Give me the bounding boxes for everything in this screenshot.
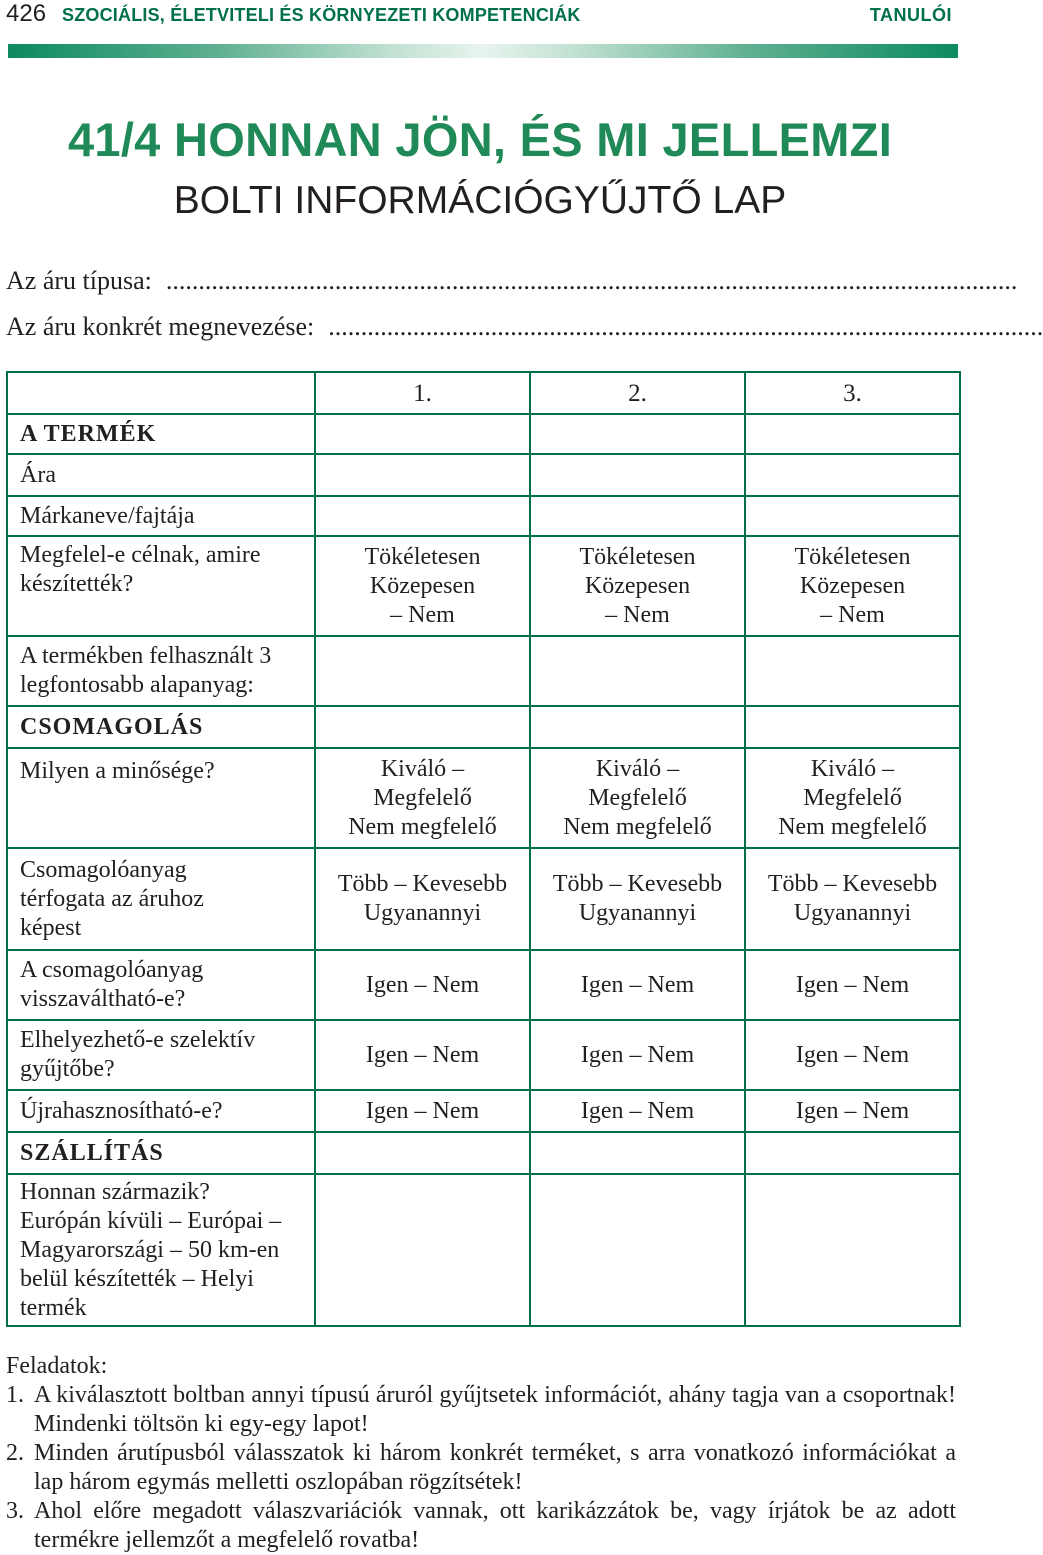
table-row: [7, 372, 960, 414]
brand-cell-2[interactable]: [530, 496, 745, 536]
table-row: [7, 1132, 960, 1174]
header-blank-cell: [7, 372, 315, 414]
table-row: [7, 496, 960, 536]
transport-cell-2[interactable]: [530, 1132, 745, 1174]
option-perfect[interactable]: Tökéletesen: [794, 543, 911, 570]
ingredients-label-line: legfontosabb alapanyag:: [20, 672, 254, 698]
ingredients-cell-1[interactable]: [315, 636, 530, 706]
product-type-field[interactable]: [6, 264, 1018, 298]
column-header-3: 3.: [745, 372, 960, 414]
product-cell-3[interactable]: [745, 414, 960, 454]
product-name-label: Az áru konkrét megnevezése:: [6, 312, 315, 341]
option-more-less[interactable]: Több – Kevesebb: [767, 871, 938, 897]
option-adequate[interactable]: Megfelelő: [803, 784, 902, 811]
ingredients-label: [7, 636, 315, 706]
reusable-option-2[interactable]: Igen – Nem: [530, 1090, 745, 1132]
price-cell-2[interactable]: [530, 454, 745, 496]
option-adequate[interactable]: Megfelelő: [588, 784, 687, 811]
transport-cell-3[interactable]: [745, 1132, 960, 1174]
returnable-option-2[interactable]: Igen – Nem: [530, 950, 745, 1020]
running-title: SZOCIÁLIS, ÉLETVITELI ÉS KÖRNYEZETI KOMPETENCIÁK: [62, 5, 581, 25]
task-number: 1.: [6, 1382, 24, 1408]
origin-cell-2[interactable]: [530, 1174, 745, 1326]
origin-label-line: Magyarországi – 50 km-en: [20, 1236, 280, 1263]
option-no[interactable]: – Nem: [820, 601, 885, 628]
tasks-title: Feladatok:: [6, 1353, 108, 1379]
section-packaging: CSOMAGOLÁS: [7, 706, 315, 748]
product-cell-2[interactable]: [530, 414, 745, 454]
table-row: [7, 1090, 960, 1132]
returnable-option-1[interactable]: Igen – Nem: [315, 950, 530, 1020]
option-inadequate[interactable]: Nem megfelelő: [563, 813, 712, 840]
selective-label: [7, 1020, 315, 1090]
table-row: [7, 536, 960, 636]
reusable-label: Újrahasznosítható-e?: [7, 1090, 315, 1132]
quality-options-1[interactable]: [315, 748, 530, 848]
product-name-dots[interactable]: ..............................................................................................................: [328, 312, 1043, 341]
tasks-section: [6, 1352, 956, 1555]
table-row: [7, 454, 960, 496]
task-number: 3.: [6, 1498, 24, 1524]
task-text: Ahol előre megadott válaszvariációk vannak, ott karikázzátok be, vagy írjátok be az adott termékre jellemzőt a megfelelő rovatba!: [34, 1498, 956, 1553]
option-no[interactable]: – Nem: [605, 601, 670, 628]
reusable-option-1[interactable]: Igen – Nem: [315, 1090, 530, 1132]
option-no[interactable]: – Nem: [390, 601, 455, 628]
selective-label-line: Elhelyezhető-e szelektív: [20, 1027, 256, 1053]
returnable-option-3[interactable]: Igen – Nem: [745, 950, 960, 1020]
option-excellent[interactable]: Kiváló –: [810, 755, 895, 782]
quality-options-2[interactable]: [530, 748, 745, 848]
product-cell-1[interactable]: [315, 414, 530, 454]
ingredients-label-line: A termékben felhasznált 3: [20, 643, 272, 669]
purpose-options-1[interactable]: [315, 536, 530, 636]
option-medium[interactable]: Közepesen: [584, 572, 691, 599]
page-title: 41/4 HONNAN JÖN, ÉS MI JELLEMZI: [67, 113, 893, 166]
selective-option-3[interactable]: Igen – Nem: [745, 1020, 960, 1090]
volume-options-3[interactable]: [745, 848, 960, 950]
section-product: A TERMÉK: [7, 414, 315, 454]
page-header: [0, 0, 960, 32]
origin-label-line: termék: [20, 1294, 87, 1321]
ingredients-cell-2[interactable]: [530, 636, 745, 706]
option-same[interactable]: Ugyanannyi: [578, 900, 697, 926]
selective-label-line: gyűjtőbe?: [20, 1056, 115, 1082]
quality-options-3[interactable]: [745, 748, 960, 848]
task-text: A kiválasztott boltban annyi típusú áruról gyűjtsetek információt, ahány tagja van a csoportnak! Mindenki töltsön ki egy-egy lapot!: [34, 1382, 956, 1437]
volume-options-1[interactable]: [315, 848, 530, 950]
origin-cell-3[interactable]: [745, 1174, 960, 1326]
product-type-dots[interactable]: ...................................................................................................................................: [165, 266, 1018, 295]
origin-label-line: Honnan származik?: [20, 1178, 210, 1205]
table-row: [7, 748, 960, 848]
table-row: [7, 1020, 960, 1090]
selective-option-2[interactable]: Igen – Nem: [530, 1020, 745, 1090]
origin-label: [7, 1174, 315, 1326]
page-subtitle: BOLTI INFORMÁCIÓGYŰJTŐ LAP: [173, 179, 787, 222]
origin-label-line: Európán kívüli – Európai –: [20, 1207, 282, 1234]
option-medium[interactable]: Közepesen: [799, 572, 906, 599]
selective-option-1[interactable]: Igen – Nem: [315, 1020, 530, 1090]
table-row: [7, 950, 960, 1020]
option-inadequate[interactable]: Nem megfelelő: [348, 813, 497, 840]
table-row: [7, 706, 960, 748]
purpose-label-line: Megfelel-e célnak, amire: [20, 542, 261, 568]
brand-cell-3[interactable]: [745, 496, 960, 536]
column-header-2: 2.: [530, 372, 745, 414]
volume-label-line: képest: [20, 914, 82, 941]
table-row: [7, 636, 960, 706]
purpose-label: [7, 536, 315, 636]
returnable-label: [7, 950, 315, 1020]
option-same[interactable]: Ugyanannyi: [793, 900, 912, 926]
task-text: Minden árutípusból válasszatok ki három konkrét terméket, s arra vonatkozó információkat a lap három egymás melletti oszlopában rögzítsétek!: [34, 1440, 956, 1495]
option-medium[interactable]: Közepesen: [369, 572, 476, 599]
quality-label: Milyen a minősége?: [7, 748, 315, 848]
returnable-label-line: visszaváltható-e?: [20, 986, 186, 1012]
info-table: [6, 371, 961, 1327]
purpose-options-2[interactable]: [530, 536, 745, 636]
option-more-less[interactable]: Több – Kevesebb: [552, 871, 723, 897]
audience-label: TANULÓI: [869, 5, 952, 25]
brand-label: Márkaneve/fajtája: [7, 496, 315, 536]
ingredients-cell-3[interactable]: [745, 636, 960, 706]
task-item: [6, 1497, 956, 1555]
table-row: [7, 848, 960, 950]
page-number: 426: [6, 0, 47, 27]
task-item: [6, 1381, 956, 1439]
product-type-label: Az áru típusa:: [6, 266, 152, 295]
brand-cell-1[interactable]: [315, 496, 530, 536]
option-inadequate[interactable]: Nem megfelelő: [778, 813, 927, 840]
price-cell-1[interactable]: [315, 454, 530, 496]
option-same[interactable]: Ugyanannyi: [363, 900, 482, 926]
packaging-cell-2[interactable]: [530, 706, 745, 748]
header-gradient-bar: [8, 44, 958, 58]
purpose-options-3[interactable]: [745, 536, 960, 636]
option-excellent[interactable]: Kiváló –: [380, 755, 465, 782]
column-header-1: 1.: [315, 372, 530, 414]
volume-label-line: térfogata az áruhoz: [20, 885, 204, 912]
option-excellent[interactable]: Kiváló –: [595, 755, 680, 782]
packaging-cell-3[interactable]: [745, 706, 960, 748]
origin-cell-1[interactable]: [315, 1174, 530, 1326]
table-row: [7, 1174, 960, 1326]
option-perfect[interactable]: Tökéletesen: [579, 543, 696, 570]
option-more-less[interactable]: Több – Kevesebb: [337, 871, 508, 897]
price-label: Ára: [7, 454, 315, 496]
product-name-field[interactable]: [6, 310, 1043, 344]
price-cell-3[interactable]: [745, 454, 960, 496]
task-item: [6, 1439, 956, 1497]
volume-label-line: Csomagolóanyag: [20, 856, 187, 883]
purpose-label-line: készítették?: [20, 571, 134, 597]
option-adequate[interactable]: Megfelelő: [373, 784, 472, 811]
reusable-option-3[interactable]: Igen – Nem: [745, 1090, 960, 1132]
table-row: [7, 414, 960, 454]
volume-label: [7, 848, 315, 950]
option-perfect[interactable]: Tökéletesen: [364, 543, 481, 570]
transport-cell-1[interactable]: [315, 1132, 530, 1174]
returnable-label-line: A csomagolóanyag: [20, 957, 204, 983]
volume-options-2[interactable]: [530, 848, 745, 950]
task-number: 2.: [6, 1440, 24, 1466]
section-transport: SZÁLLÍTÁS: [7, 1132, 315, 1174]
origin-label-line: belül készítették – Helyi: [20, 1265, 254, 1292]
packaging-cell-1[interactable]: [315, 706, 530, 748]
